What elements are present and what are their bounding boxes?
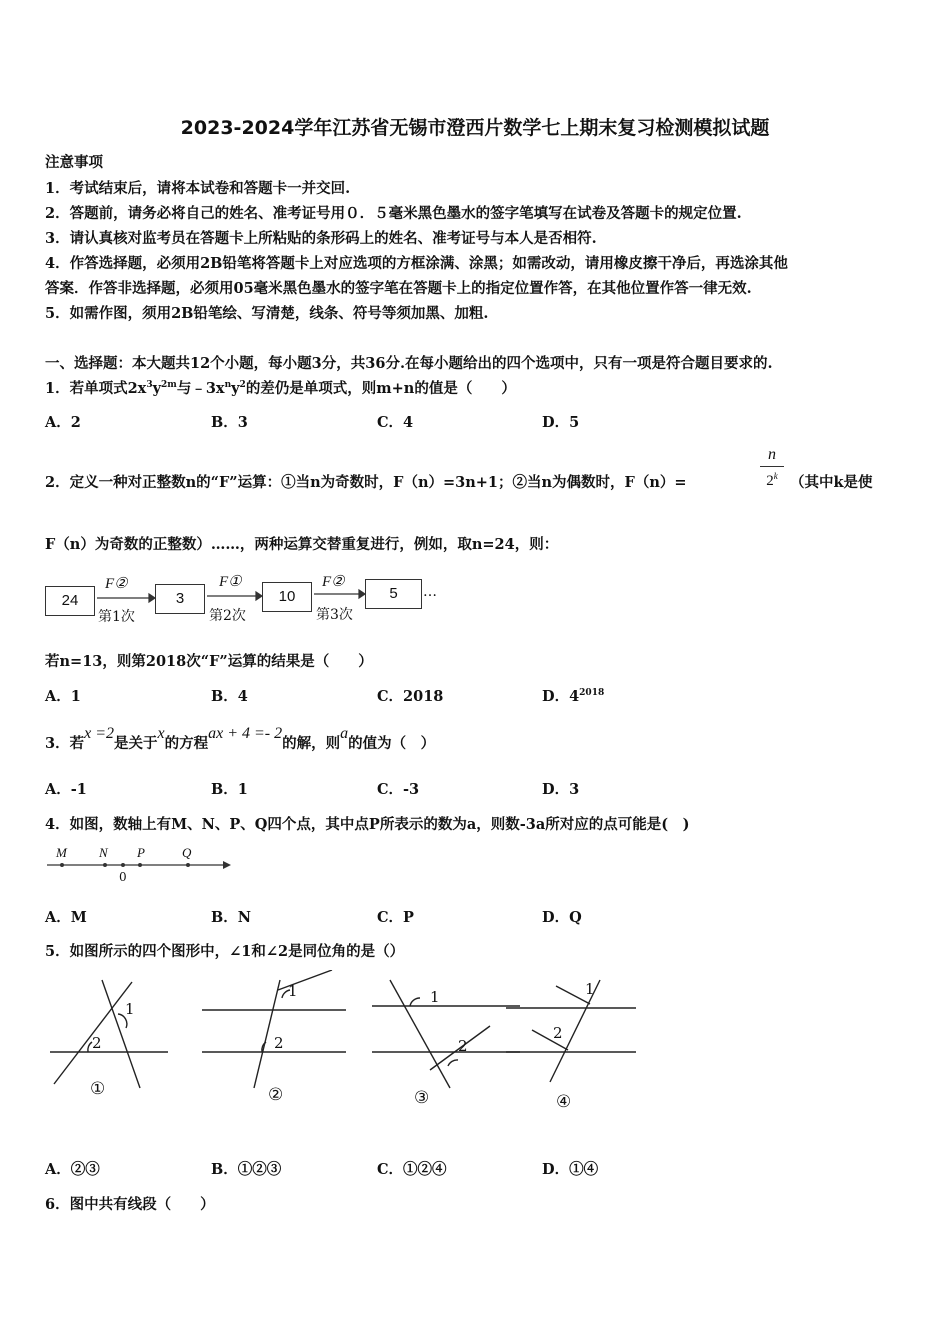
angle-label-2: 2 — [92, 1034, 102, 1052]
figure-label: ③ — [414, 1088, 430, 1108]
q1-option-d[interactable]: D．5 — [542, 414, 580, 431]
notice-item: 1．考试结束后，请将本试卷和答题卡一并交回. — [45, 180, 351, 197]
section-heading: 一、选择题：本大题共12个小题，每小题3分，共36分.在每小题给出的四个选项中，只有一项是符合题目要求的. — [45, 355, 773, 372]
flow-ellipsis: … — [423, 584, 437, 600]
fraction: n 2$^k$ — [760, 446, 784, 490]
notice-item: 3．请认真核对监考员在答题卡上所粘贴的条形码上的姓名、准考证号与本人是否相符. — [45, 230, 597, 247]
q3-option-a[interactable]: A．-1 — [45, 781, 87, 798]
label-zero: 0 — [119, 870, 127, 884]
flow-op: F② — [322, 574, 345, 590]
notice-item: 5．如需作图，须用2B铅笔绘、写清楚，线条、符号等须加黑、加粗. — [45, 305, 489, 322]
q2-option-b[interactable]: B．4 — [211, 688, 248, 705]
question-2-line1: 2．定义一种对正整数n的“F”运算：①当n为奇数时，F（n）=3n+1；②当n为偶数时，F（n）= — [45, 474, 687, 491]
label-p: P — [137, 845, 145, 860]
label-n: N — [99, 845, 108, 860]
flow-step: 第1次 — [98, 609, 135, 625]
q2-option-c[interactable]: C．2018 — [377, 688, 444, 705]
q4-option-d[interactable]: D．Q — [542, 909, 582, 926]
q3-option-c[interactable]: C．-3 — [377, 781, 420, 798]
flow-box: 10 — [262, 582, 312, 612]
point-p — [138, 863, 142, 867]
question-2-line1-end: （其中k是使 — [790, 474, 873, 491]
label-q: Q — [182, 845, 192, 860]
angle-label-1: 1 — [430, 988, 440, 1006]
notice-item: 2．答题前，请务必将自己的姓名、准考证号用０．５毫米黑色墨水的签字笔填写在试卷及答题卡的规定位置. — [45, 205, 742, 222]
notice-item: 答案．作答非选择题，必须用05毫米黑色墨水的签字笔在答题卡上的指定位置作答，在其他位置作答一律无效. — [45, 280, 752, 297]
angle-label-1: 1 — [125, 1000, 135, 1018]
page-title: 2023-2024学年江苏省无锡市澄西片数学七上期末复习检测模拟试题 — [180, 117, 770, 139]
angle-label-2: 2 — [458, 1037, 468, 1055]
figure-label: ② — [268, 1085, 284, 1105]
figure-label: ① — [90, 1079, 106, 1099]
angle-label-2: 2 — [553, 1024, 563, 1042]
question-2-line2: F（n）为奇数的正整数）……，两种运算交替重复进行，例如，取n=24，则： — [45, 536, 559, 553]
question-1: 1．若单项式$2x^3y^{2m}$与$﹣3x^ny^2$的差仍是单项式，则m+n的值是（ ） — [45, 380, 516, 397]
notice-item: 4．作答选择题，必须用2B铅笔将答题卡上对应选项的方框涂满、涂黑；如需改动，请用橡皮擦干净后，再选涂其他 — [45, 255, 788, 272]
flow-step: 第2次 — [209, 608, 246, 624]
question-5: 5．如图所示的四个图形中，∠1和∠2是同位角的是（） — [45, 943, 405, 960]
question-4: 4．如图，数轴上有M、N、P、Q四个点，其中点P所表示的数为a，则数-3a所对应的点可能是( ) — [45, 816, 690, 833]
q2-option-a[interactable]: A．1 — [45, 688, 81, 705]
notice-heading: 注意事项 — [45, 154, 103, 171]
flow-step: 第3次 — [316, 607, 353, 623]
flow-box: 3 — [155, 584, 205, 614]
point-n — [103, 863, 107, 867]
q5-option-a[interactable]: A．②③ — [45, 1161, 100, 1178]
question-2-line3: 若n=13，则第2018次“F”运算的结果是（ ） — [45, 653, 373, 670]
q1-option-c[interactable]: C．4 — [377, 414, 414, 431]
flow-box: 24 — [45, 586, 95, 616]
q5-option-b[interactable]: B．①②③ — [211, 1161, 282, 1178]
q4-option-c[interactable]: C．P — [377, 909, 414, 926]
flow-box: 5 — [365, 579, 422, 609]
q1-option-a[interactable]: A．2 — [45, 414, 81, 431]
angle-label-2: 2 — [274, 1034, 284, 1052]
point-m — [60, 863, 64, 867]
q1-option-b[interactable]: B．3 — [211, 414, 248, 431]
question-3: 3．若x =2是关于x的方程ax + 4 =- 2的解，则a的值为（ ） — [45, 725, 436, 752]
q5-option-c[interactable]: C．①②④ — [377, 1161, 447, 1178]
q4-option-b[interactable]: B．N — [211, 909, 252, 926]
angle-label-1: 1 — [585, 980, 595, 998]
point-q — [186, 863, 190, 867]
q3-option-d[interactable]: D．3 — [542, 781, 580, 798]
q4-option-a[interactable]: A．M — [45, 909, 87, 926]
angle-label-1: 1 — [288, 982, 298, 1000]
figure-label: ④ — [556, 1092, 572, 1112]
flow-op: F① — [219, 574, 242, 590]
label-m: M — [56, 845, 67, 860]
q5-option-d[interactable]: D．①④ — [542, 1161, 599, 1178]
q3-option-b[interactable]: B．1 — [211, 781, 248, 798]
flow-diagram — [43, 572, 438, 630]
question-6: 6．图中共有线段（ ） — [45, 1196, 215, 1213]
point-zero — [121, 863, 125, 867]
q2-option-d[interactable]: D．$4^{2018}$ — [542, 688, 605, 705]
flow-op: F② — [105, 576, 128, 592]
